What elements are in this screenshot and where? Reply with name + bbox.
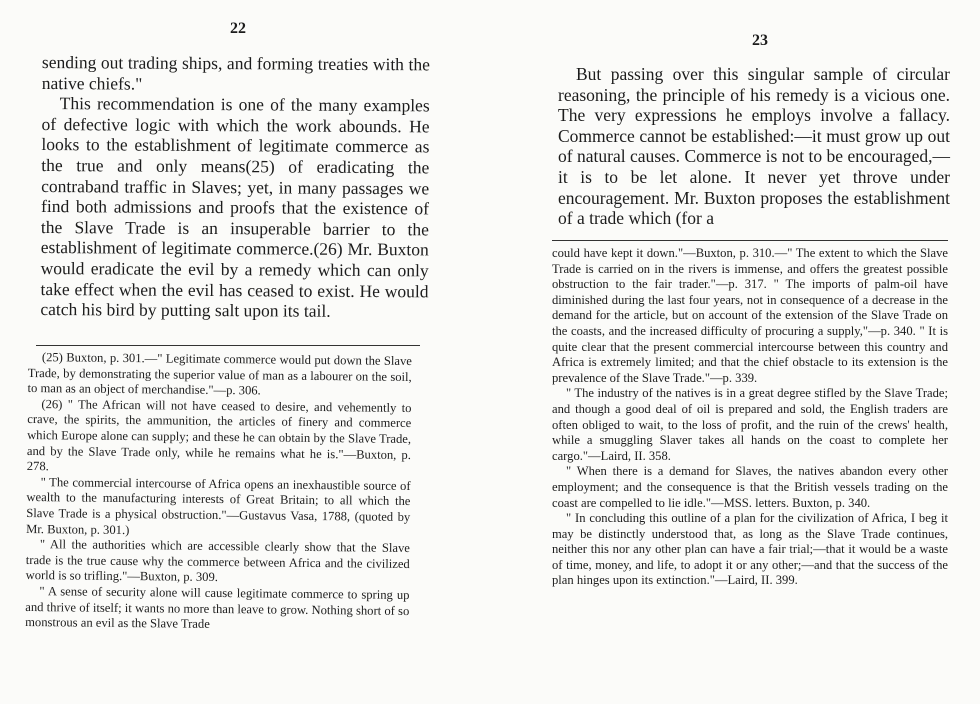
left-page <box>0 0 470 704</box>
footnote: " In concluding this outline of a plan for the civilization of Africa, I beg it may be distinctly understood that, as long as the Slave Trade continues, neither this nor any other plan can have a fair trial;—that it would be a waste of time, money, and life, to adopt it or any other;—and that the success of the plan hinges upon its extinction."—Laird, II. 399. <box>552 511 948 588</box>
right-page <box>490 0 980 704</box>
body-text <box>558 64 950 229</box>
footnote: (25) Buxton, p. 301.—" Legitimate commerce would put down the Slave Trade, by demonstrating the superior value of man as a labourer on the soil, to man as an object of merchandise."—p. 306. <box>27 350 412 398</box>
footnote-divider <box>552 240 948 241</box>
footnote-divider <box>36 345 420 346</box>
footnote: " The commercial intercourse of Africa opens an inexhaustible source of wealth to the manufacturing interests of Great Britain; to all which the Slave Trade is a physical obstruction."—Gustavus Vasa, 1788, (quoted by Mr. Buxton, p. 301.) <box>26 474 411 537</box>
footnotes <box>552 246 948 589</box>
paragraph: This recommendation is one of the many examples of defective logic with which the work abounds. He looks to the establishment of legitimate commerce as the true and only means(25) of eradicating the contraband traffic in Slaves; yet, in many passages we find both admissions and proofs that the existence of the Slave Trade is an insuperable barrier to the establishment of legitimate commerce.(26) Mr. Buxton would eradicate the evil by a remedy which can only take effect when the evil has ceased to exist. He would catch his bird by putting salt upon its tail. <box>40 93 430 321</box>
footnote: " A sense of security alone will cause legitimate commerce to spring up and thrive of itself; it wants no more than leave to grow. Nothing short of so monstrous an evil as the Slave Trade <box>25 584 410 632</box>
footnote: could have kept it down."—Buxton, p. 310.—" The extent to which the Slave Trade is carried on in the rivers is immense, and offers the greatest possible obstruction to the fair trader."—p. 317. " The imports of palm-oil have diminished during the last four years, not in consequence of a decrease in the demand for the article, but on account of the extension of the Slave Trade on the coasts, and the increased difficulty of procuring a supply,"—p. 340. " It is quite clear that the present commercial intercourse between this country and Africa is extremely limited; and that the chief obstacle to its extension is the prevalence of the Slave Trade."—p. 339. <box>552 246 948 385</box>
page-number: 22 <box>230 20 246 37</box>
body-text <box>40 52 430 322</box>
footnote: " When there is a demand for Slaves, the natives abandon every other employment; and the consequence is that the British vessels trading on the coast are compelled to lie idle."—MSS. letters. Buxton, p. 340. <box>552 464 948 510</box>
footnote: " The industry of the natives is in a great degree stifled by the Slave Trade; and though a good deal of oil is prepared and sold, the English traders are often obliged to wait, to the loss of profit, and the ruin of the crews' health, while a smuggling Slaver takes all hands on the coast to complete her cargo."—Laird, II. 358. <box>552 386 948 463</box>
footnote: (26) " The African will not have ceased to desire, and vehemently to crave, the spirits, the ammunition, the articles of finery and commerce which Europe alone can supply; and these he can obtain by the Slave Trade, and by the Slave Trade only, while he remains what he is."—Buxton, p. 278. <box>26 396 412 474</box>
paragraph: sending out trading ships, and forming treaties with the native chiefs." <box>41 52 430 94</box>
paragraph: But passing over this singular sample of circular reasoning, the principle of his remedy is a vicious one. The very expressions he employs involve a fallacy. Commerce cannot be established:—it must grow up out of natural causes. Commerce is not to be encouraged,—it is to be let alone. It never yet throve under encouragement. Mr. Buxton proposes the establishment of a trade which (for a <box>558 64 950 229</box>
footnotes <box>25 350 412 635</box>
page-number: 23 <box>752 32 768 49</box>
footnote: " All the authorities which are accessible clearly show that the Slave trade is the true cause why the commerce between Africa and the civilized world is so trifling."—Buxton, p. 309. <box>25 537 411 585</box>
